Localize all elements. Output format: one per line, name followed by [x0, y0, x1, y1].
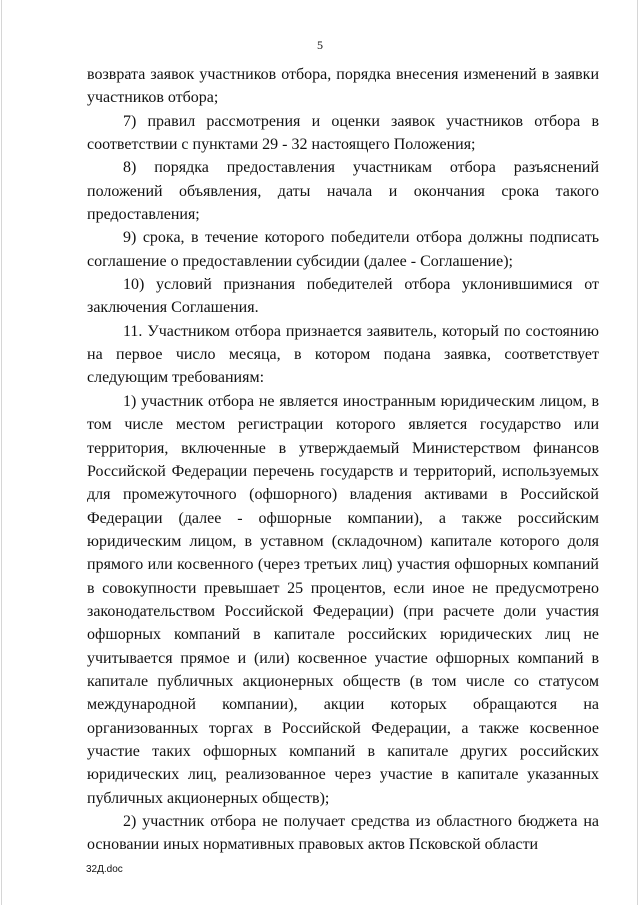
file-name-footer: 32Д.doc: [86, 864, 123, 875]
paragraph-item-7: 7) правил рассмотрения и оценки заявок участников отбора в соответствии с пунктами 29 - 32 настоящего Положения;: [87, 112, 599, 154]
document-body: [87, 63, 599, 857]
paragraph-item-10: 10) условий признания победителей отбора уклонившимися от заключения Соглашения.: [87, 276, 599, 317]
paragraph-requirement-1: 1) участник отбора не является иностранным юридическим лицом, в том числе местом регистрации которого является государство или территория, включенные в утверждаемый Министерством финансов Российской Федерации перечень государств и территорий, используемых для промежуточного (офшорного) владения активами в Российской Федерации (далее - офшорные компании), а также российским юридическим лицом, в уставном (складочном) капитале которого доля прямого или косвенного (через третьих лиц) участия офшорных компаний в совокупности превышает 25 процентов, если иное не предусмотрено законодательством Российской Федерации) (при расчете доли участия офшорных компаний в капитале российских юридических лиц не учитывается прямое и (или) косвенное участие офшорных компаний в капитале публичных акционерных обществ (в том числе со статусом международной компании), акции которых обращаются на организованных торгах в Российской Федерации, а также косвенное участие таких офшорных компаний в капитале других российских юридических лиц, реализованное через участие в капитале указанных публичных акционерных обществ);: [87, 392, 599, 807]
paragraph-item-8: 8) порядка предоставления участникам отбора разъяснений положений объявления, даты начала и окончания срока такого предоставления;: [87, 159, 599, 224]
scan-edge-right: [637, 0, 638, 905]
scan-edge-left: [1, 0, 2, 905]
page-number: 5: [317, 38, 323, 52]
paragraph-clause-11: 11. Участником отбора признается заявитель, который по состоянию на первое число месяца, в котором подана заявка, соответствует следующим требованиям:: [87, 322, 599, 387]
paragraph-requirement-2: 2) участник отбора не получает средства из областного бюджета на основании иных нормативных правовых актов Псковской области: [87, 813, 599, 854]
paragraph-item-9: 9) срока, в течение которого победители отбора должны подписать соглашение о предоставлении субсидии (далее - Соглашение);: [87, 229, 599, 270]
paragraph-continuation: возврата заявок участников отбора, порядка внесения изменений в заявки участников отбора;: [87, 66, 599, 107]
